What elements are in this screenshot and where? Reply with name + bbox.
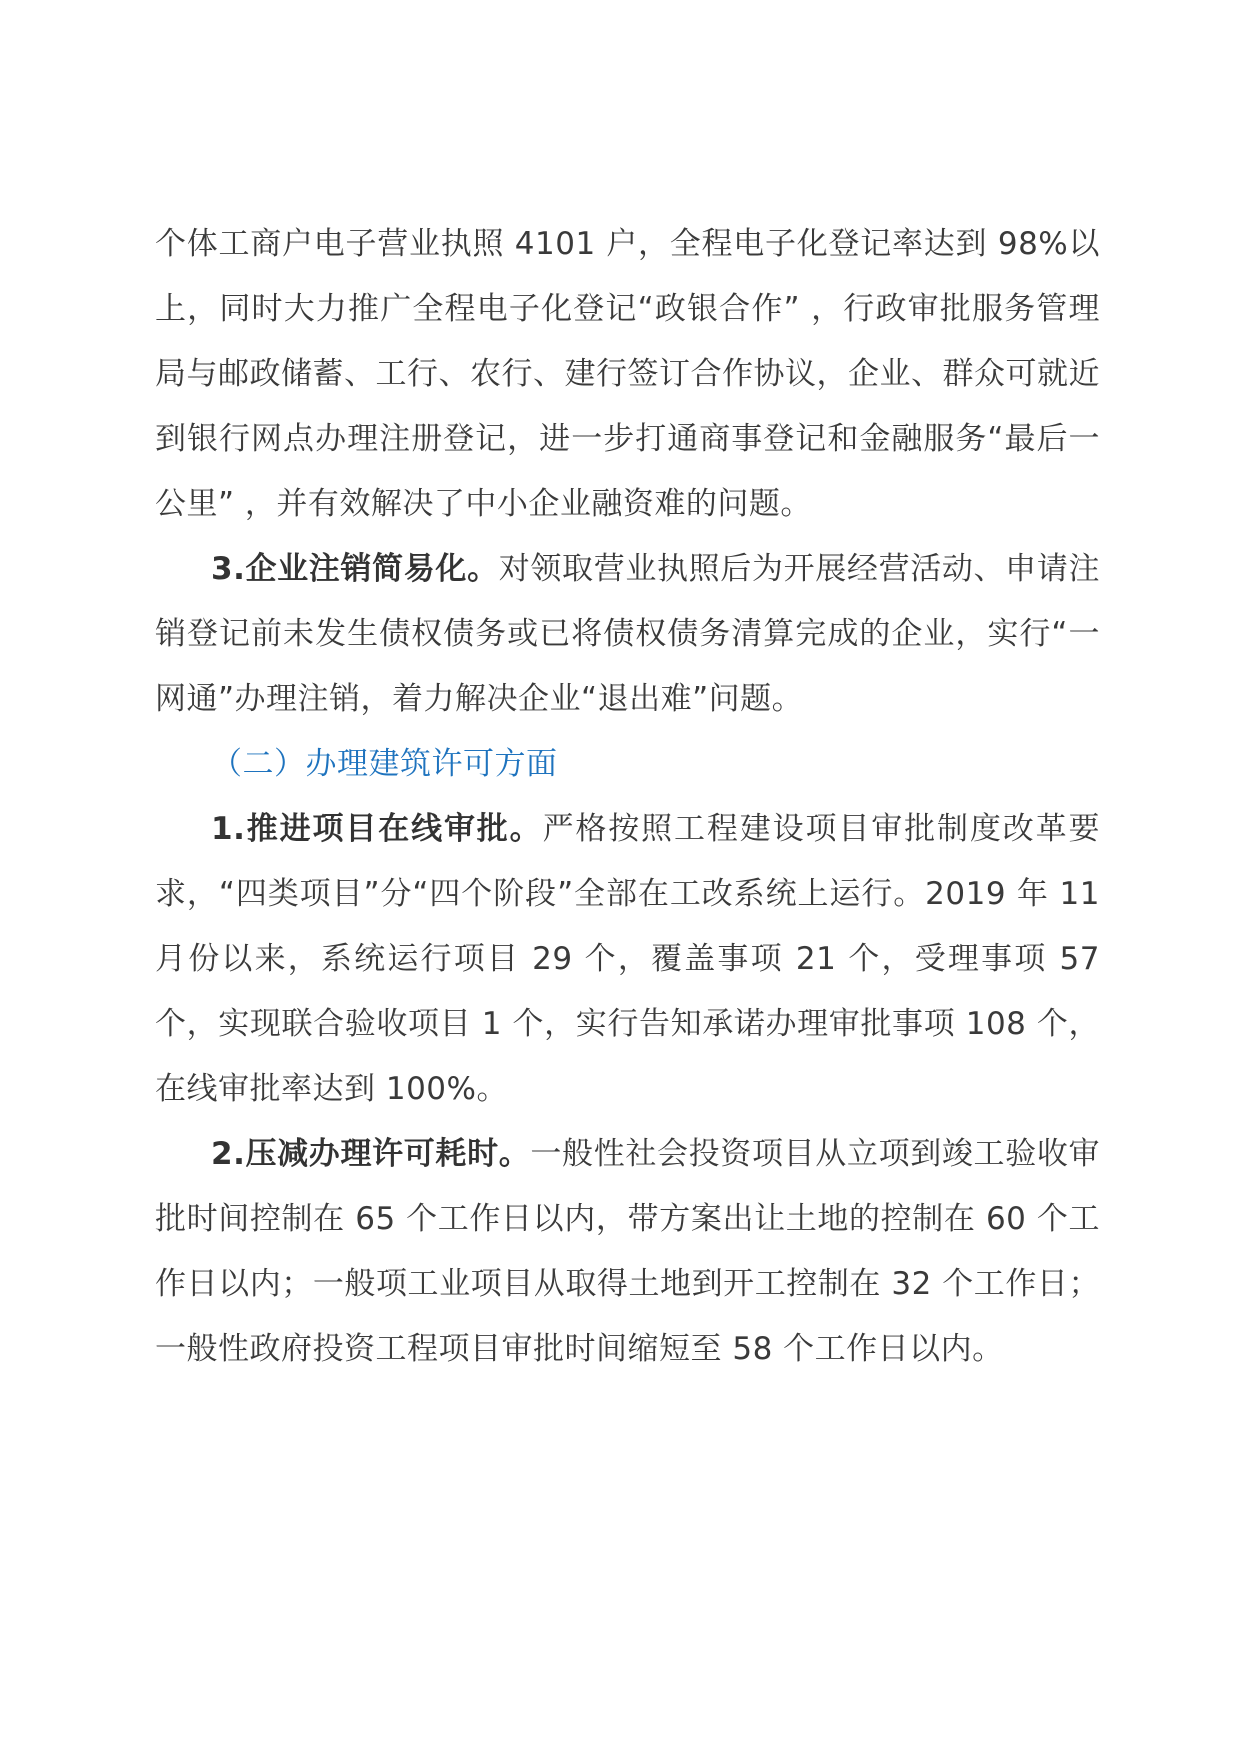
paragraph-online-approval-body: 严格按照工程建设项目审批制度改革要求，“四类项目”分“四个阶段”全部在工改系统上运行。2019 年 11 月份以来，系统运行项目 29 个，覆盖事项 21 个，受理事项 57 个，实现联合验收项目 1 个，实行告知承诺办理审批事项 108 个，在线审批率达到 100%。 (155, 811, 1100, 1107)
document-body (155, 212, 1100, 1382)
paragraph-reduce-time (155, 1122, 1100, 1382)
paragraph-deregistration (155, 537, 1100, 732)
paragraph-registration-continued: 个体工商户电子营业执照 4101 户，全程电子化登记率达到 98%以上，同时大力推广全程电子化登记“政银合作” ，行政审批服务管理局与邮政储蓄、工行、农行、建行签订合作协议，企业、群众可就近到银行网点办理注册登记，进一步打通商事登记和金融服务“最后一公里” ，并有效解决了中小企业融资难的问题。 (155, 226, 1100, 522)
paragraph-reduce-time-title: 2.压减办理许可耗时。 (211, 1136, 531, 1172)
section-heading-construction-permits: （二）办理建筑许可方面 (211, 746, 558, 782)
paragraph-deregistration-body: 对领取营业执照后为开展经营活动、申请注销登记前未发生债权债务或已将债权债务清算完成的企业，实行“一网通”办理注销，着力解决企业“退出难”问题。 (155, 551, 1100, 717)
paragraph-reduce-time-body: 一般性社会投资项目从立项到竣工验收审批时间控制在 65 个工作日以内，带方案出让土地的控制在 60 个工作日以内；一般项工业项目从取得土地到开工控制在 32 个工作日；一般性政府投资工程项目审批时间缩短至 58 个工作日以内。 (155, 1136, 1100, 1367)
paragraph-online-approval (155, 797, 1100, 1122)
paragraph-deregistration-title: 3.企业注销简易化。 (211, 551, 499, 587)
paragraph-online-approval-title: 1.推进项目在线审批。 (211, 811, 543, 847)
